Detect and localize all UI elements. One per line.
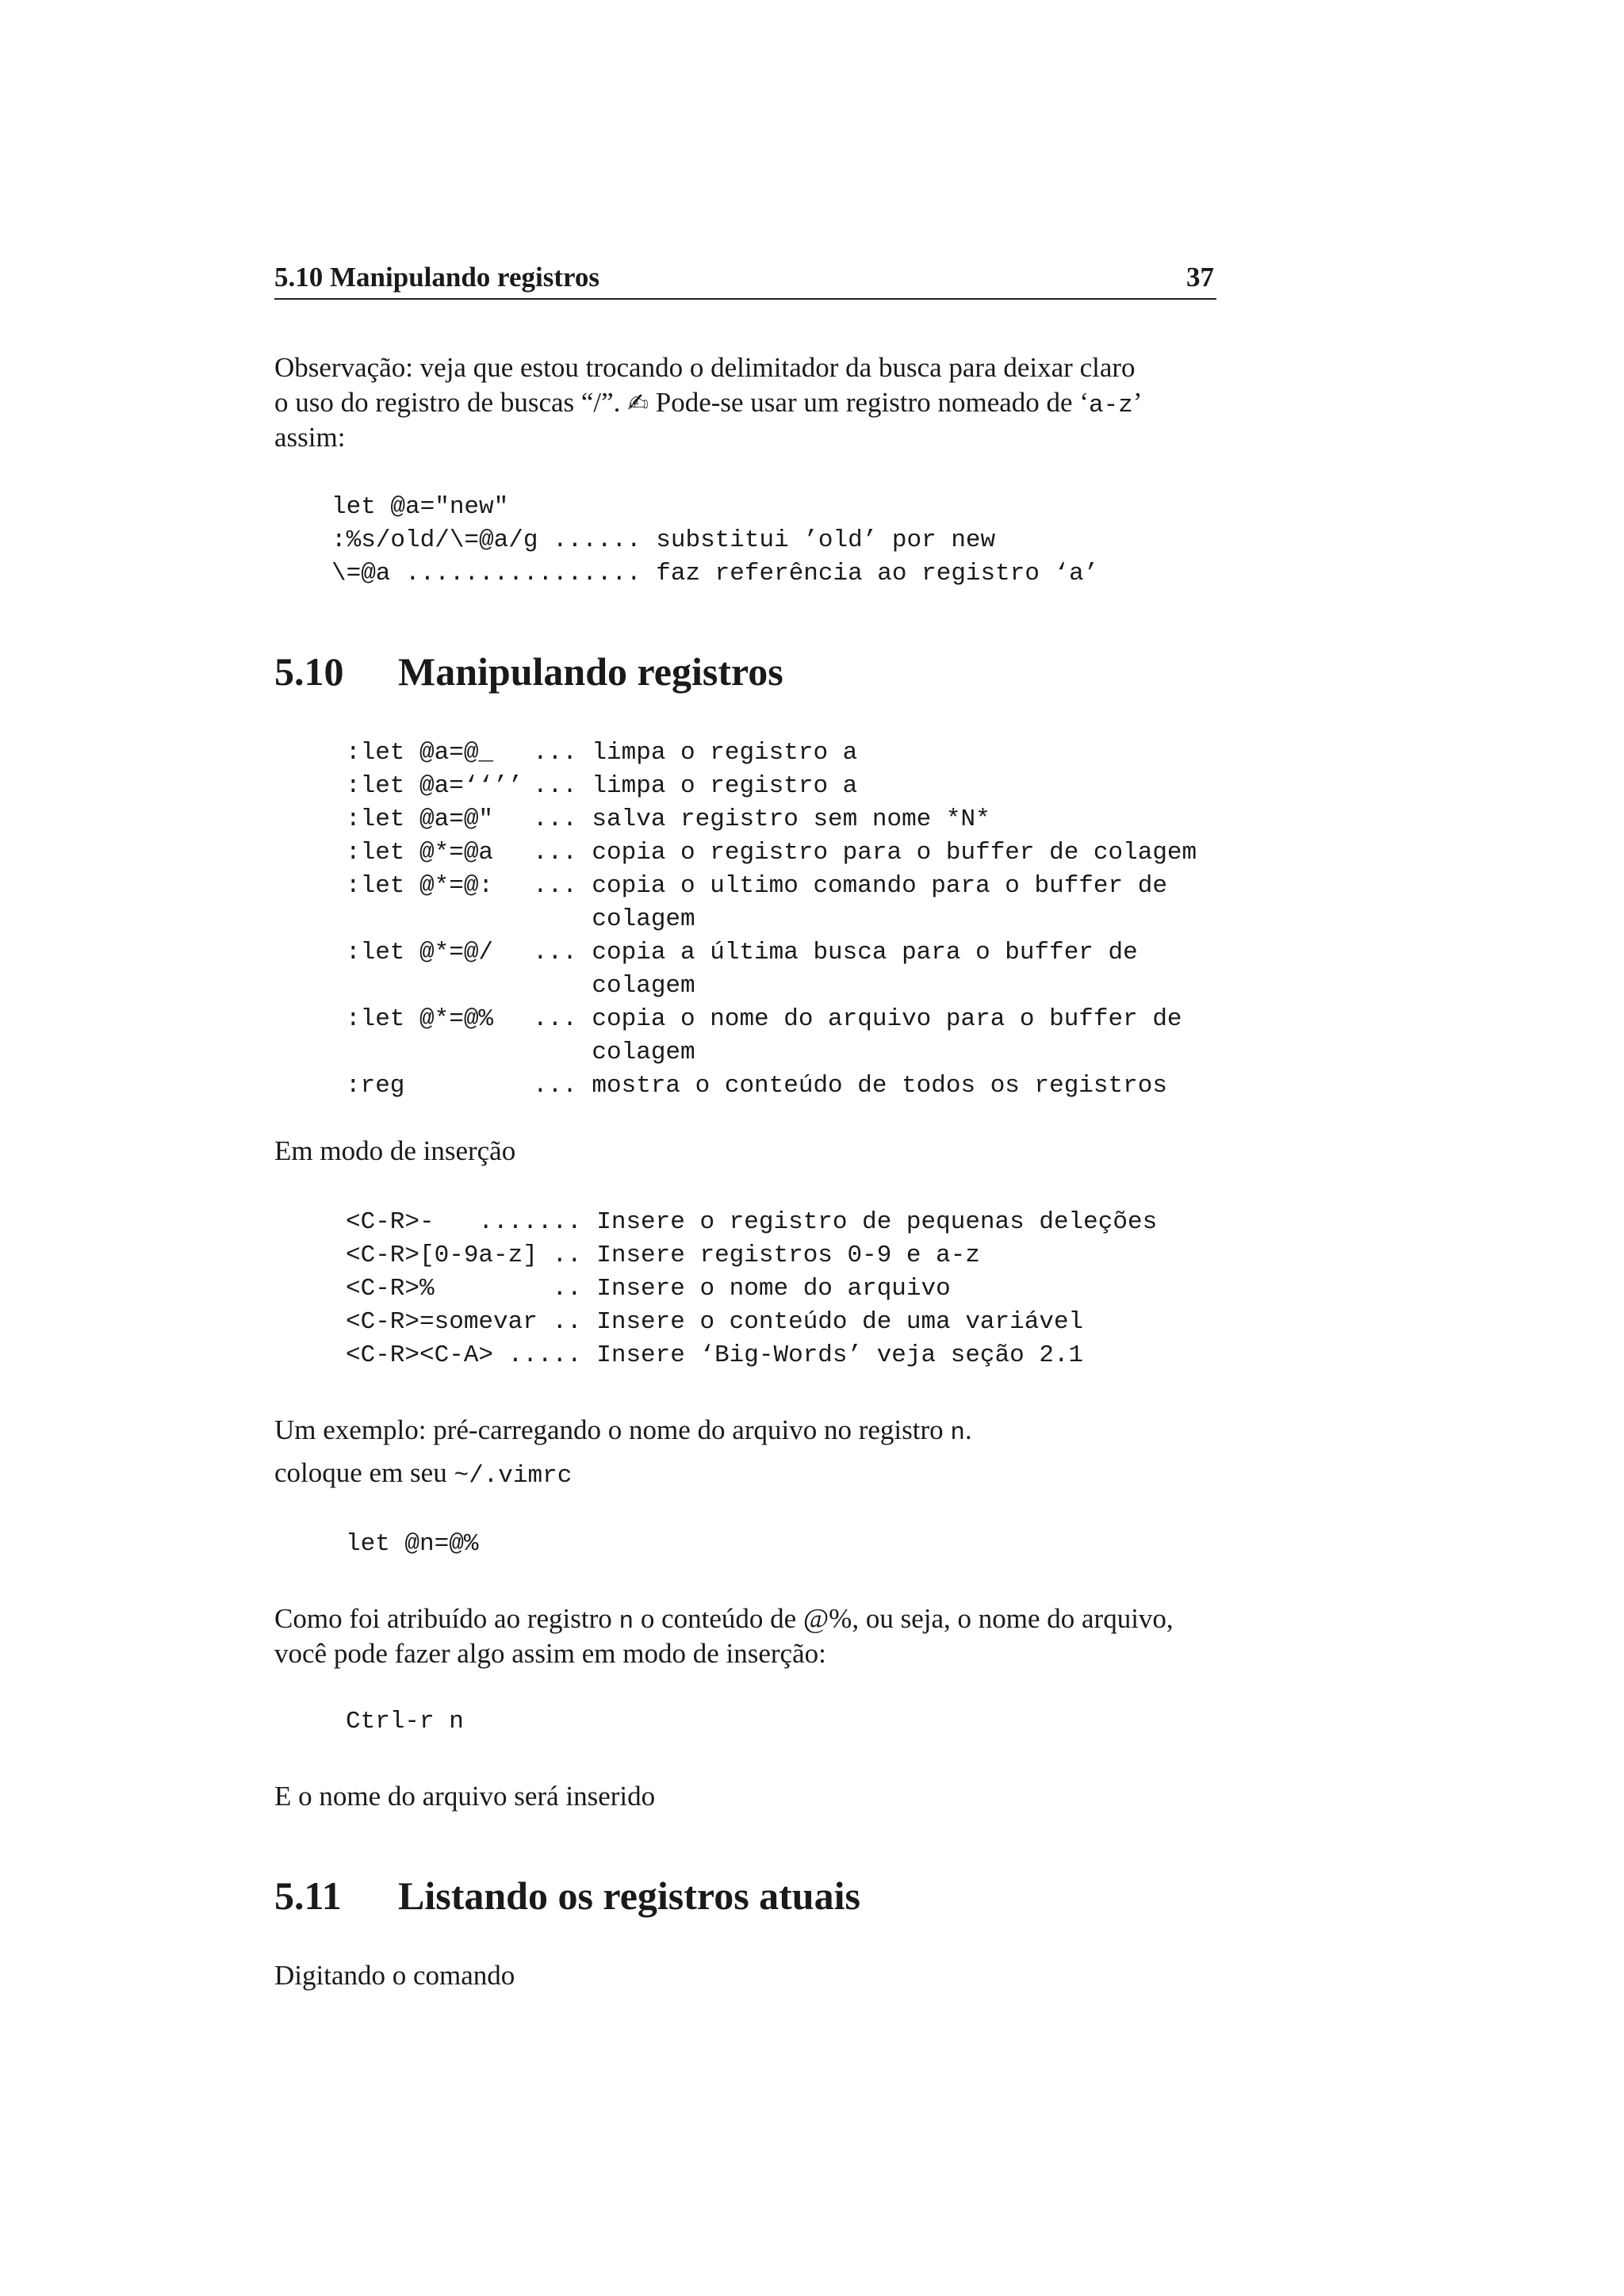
intro-line-2-c: ’	[1132, 387, 1143, 418]
table-row-desc: colagem	[533, 972, 695, 1000]
table-row-cmd: :let @*=@:	[346, 872, 494, 900]
result-line: E o nome do arquivo será inserido	[274, 1781, 656, 1812]
table-row-cmd: :let @a=‘‘’’	[346, 772, 523, 800]
insert-mode-label: Em modo de inserção	[274, 1135, 516, 1166]
table-row-desc: colagem	[533, 905, 695, 933]
example-line-1	[274, 1413, 972, 1451]
header-rule	[274, 298, 1216, 300]
table-row-desc: ... salva registro sem nome *N*	[533, 806, 990, 833]
code1-line: :%s/old/\=@a/g ...... substitui ’old’ por new	[331, 526, 996, 554]
intro-code-a-z: a-z	[1089, 392, 1133, 419]
table-row-desc: colagem	[533, 1039, 695, 1066]
example-line-1-b: .	[964, 1414, 972, 1445]
table-row-cmd: :let @*=@/	[346, 939, 494, 966]
table-row-desc: ... mostra o conteúdo de todos os registros	[533, 1072, 1167, 1100]
table-row-desc: ... copia o ultimo comando para o buffer de	[533, 872, 1167, 900]
section-title: Listando os registros atuais	[398, 1873, 860, 1918]
table-row-desc: ... copia o nome do arquivo para o buffer de	[533, 1005, 1182, 1033]
table-row: <C-R><C-A> ..... Insere ‘Big-Words’ veja seção 2.1	[346, 1341, 1084, 1369]
table-row: <C-R>- ....... Insere o registro de pequenas deleções	[346, 1208, 1158, 1236]
explain-code-n: n	[619, 1608, 634, 1636]
section-heading-5-10	[274, 649, 783, 695]
table-row-desc: ... copia a última busca para o buffer de	[533, 939, 1138, 966]
table-row: <C-R>=somevar .. Insere o conteúdo de uma variável	[346, 1308, 1084, 1336]
example-line-2	[274, 1456, 572, 1494]
table-row: <C-R>[0-9a-z] .. Insere registros 0-9 e a-z	[346, 1242, 980, 1269]
section-title: Manipulando registros	[398, 649, 783, 694]
table-row-cmd: :let @a=@_	[346, 739, 494, 767]
explain-line-2: você pode fazer algo assim em modo de inserção:	[274, 1638, 826, 1669]
code3-line: Ctrl-r n	[346, 1708, 464, 1735]
intro-line-1: Observação: veja que estou trocando o delimitador da busca para deixar claro	[274, 352, 1136, 383]
example-code-n: n	[950, 1419, 965, 1447]
explain-line-1	[274, 1601, 1174, 1640]
table-row-cmd: :let @a=@"	[346, 806, 494, 833]
intro-line-2-a: o uso do registro de buscas “/”.	[274, 387, 621, 418]
table-row-desc: ... copia o registro para o buffer de colagem	[533, 839, 1197, 867]
table-row-desc: ... limpa o registro a	[533, 772, 858, 800]
code1-line: let @a="new"	[331, 493, 509, 521]
intro-line-3: assim:	[274, 422, 346, 453]
last-line: Digitando o comando	[274, 1960, 515, 1991]
table-row-cmd: :let @*=@a	[346, 839, 494, 867]
code2-line: let @n=@%	[346, 1530, 479, 1558]
table-row-cmd: :let @*=@%	[346, 1005, 494, 1033]
running-header-title: 5.10 Manipulando registros	[274, 262, 600, 293]
pen-icon: ✍	[627, 388, 649, 418]
intro-line-2-b: Pode-se usar um registro nomeado de ‘	[649, 387, 1089, 418]
example-code-vimrc: ~/.vimrc	[454, 1462, 573, 1490]
section-number: 5.11	[274, 1873, 342, 1918]
table-row-cmd: :reg	[346, 1072, 405, 1100]
section-heading-5-11	[274, 1873, 860, 1919]
page-number: 37	[1186, 262, 1214, 293]
intro-line-2	[274, 385, 1142, 423]
table-row: <C-R>% .. Insere o nome do arquivo	[346, 1275, 951, 1303]
explain-line-1-a: Como foi atribuído ao registro	[274, 1603, 619, 1634]
explain-line-1-b: o conteúdo de @%, ou seja, o nome do arquivo,	[634, 1603, 1174, 1634]
table-row-desc: ... limpa o registro a	[533, 739, 858, 767]
example-line-1-a: Um exemplo: pré-carregando o nome do arquivo no registro	[274, 1414, 951, 1445]
code1-line: \=@a ................ faz referência ao registro ‘a’	[331, 560, 1099, 587]
example-line-2-a: coloque em seu	[274, 1457, 454, 1488]
section-number: 5.10	[274, 649, 344, 694]
